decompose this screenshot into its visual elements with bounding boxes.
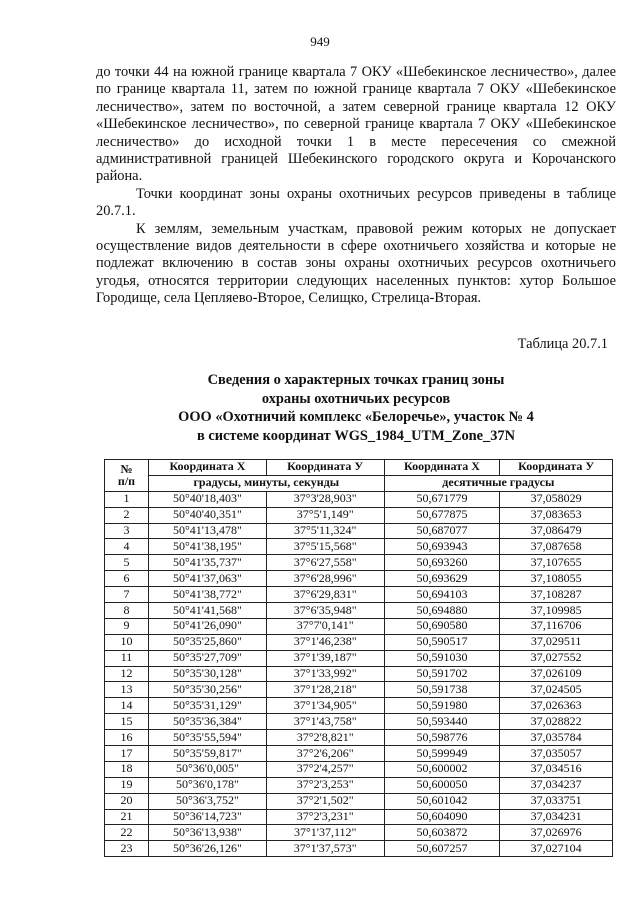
cell-x-dms: 50°36'13,938"	[149, 825, 267, 841]
cell-y-dms: 37°2'4,257"	[266, 761, 384, 777]
cell-x-dms: 50°35'27,709"	[149, 650, 267, 666]
cell-y-dms: 37°2'6,206"	[266, 746, 384, 762]
cell-x-decimal: 50,690580	[384, 618, 500, 634]
cell-y-dms: 37°5'1,149"	[266, 507, 384, 523]
cell-point-number: 1	[105, 491, 149, 507]
cell-point-number: 10	[105, 634, 149, 650]
paragraph-excluded-lands: К землям, земельным участкам, правовой режим которых не допускает осуществление видов деятельности в сфере охотничьего хозяйства и которые не подлежат включению в состав зоны охраны охотничьих ресурсов охотничьего угодья, относятся территории следующих населенных пунктов: хутор Большое Городище, села Цепляево-Второе, Селищко, Стрелица-Вторая.	[96, 220, 616, 307]
table-title-line: в системе координат WGS_1984_UTM_Zone_37N	[196, 427, 516, 444]
cell-y-decimal: 37,087658	[500, 539, 613, 555]
cell-point-number: 4	[105, 539, 149, 555]
cell-x-decimal: 50,693260	[384, 555, 500, 571]
cell-x-decimal: 50,693629	[384, 571, 500, 587]
cell-y-dms: 37°1'37,112"	[266, 825, 384, 841]
table-row	[105, 634, 613, 650]
table-row	[105, 650, 613, 666]
cell-y-decimal: 37,108055	[500, 571, 613, 587]
cell-x-dms: 50°36'0,178"	[149, 777, 267, 793]
cell-x-decimal: 50,590517	[384, 634, 500, 650]
header-y-decimal: Координата У	[500, 460, 613, 476]
cell-y-dms: 37°6'29,831"	[266, 587, 384, 603]
cell-x-dms: 50°35'31,129"	[149, 698, 267, 714]
table-row	[105, 730, 613, 746]
table-row	[105, 491, 613, 507]
table-title	[96, 371, 616, 445]
header-x-dms: Координата X	[149, 460, 267, 476]
cell-x-decimal: 50,677875	[384, 507, 500, 523]
cell-point-number: 6	[105, 571, 149, 587]
header-number	[105, 460, 149, 492]
cell-y-dms: 37°1'37,573"	[266, 841, 384, 857]
cell-x-decimal: 50,591702	[384, 666, 500, 682]
table-row	[105, 793, 613, 809]
table-row	[105, 714, 613, 730]
cell-point-number: 2	[105, 507, 149, 523]
cell-x-decimal: 50,600002	[384, 761, 500, 777]
cell-y-decimal: 37,027552	[500, 650, 613, 666]
cell-x-dms: 50°36'14,723"	[149, 809, 267, 825]
table-row	[105, 841, 613, 857]
cell-y-decimal: 37,107655	[500, 555, 613, 571]
cell-y-dms: 37°7'0,141"	[266, 618, 384, 634]
cell-point-number: 11	[105, 650, 149, 666]
cell-x-dms: 50°36'26,126"	[149, 841, 267, 857]
table-row	[105, 761, 613, 777]
subheader-dms: градусы, минуты, секунды	[149, 475, 385, 491]
cell-x-decimal: 50,593440	[384, 714, 500, 730]
cell-point-number: 16	[105, 730, 149, 746]
paragraph-continuation: до точки 44 на южной границе квартала 7 ОКУ «Шебекинское лесничество», далее по границе квартала 11, затем по южной границе квартала 7 ОКУ «Шебекинское лесничество», затем по восточной, а затем северной границе квартала 12 ОКУ «Шебекинское лесничество», по северной границе квартала 7 ОКУ «Шебекинское лесничество» до исходной точки 1 в месте пересечения со смежной административной границей Шебекинского городского округа и Корочанского района.	[96, 64, 616, 185]
table-title-line: ООО «Охотничий комплекс «Белоречье», участок № 4	[178, 409, 534, 425]
coordinates-table	[104, 459, 613, 857]
table-row	[105, 523, 613, 539]
cell-point-number: 13	[105, 682, 149, 698]
cell-y-dms: 37°6'35,948"	[266, 603, 384, 619]
cell-point-number: 9	[105, 618, 149, 634]
page-number: 949	[310, 34, 330, 49]
cell-y-dms: 37°1'34,905"	[266, 698, 384, 714]
cell-x-dms: 50°35'36,384"	[149, 714, 267, 730]
cell-x-dms: 50°41'41,568"	[149, 603, 267, 619]
table-row	[105, 825, 613, 841]
cell-y-decimal: 37,029511	[500, 634, 613, 650]
cell-y-dms: 37°1'39,187"	[266, 650, 384, 666]
cell-y-decimal: 37,034516	[500, 761, 613, 777]
paragraph-table-reference: Точки координат зоны охраны охотничьих ресурсов приведены в таблице 20.7.1.	[96, 185, 616, 220]
cell-y-dms: 37°2'3,231"	[266, 809, 384, 825]
cell-y-dms: 37°1'46,238"	[266, 634, 384, 650]
cell-y-decimal: 37,083653	[500, 507, 613, 523]
body-text	[96, 64, 616, 308]
cell-point-number: 20	[105, 793, 149, 809]
cell-y-decimal: 37,109985	[500, 603, 613, 619]
cell-y-decimal: 37,027104	[500, 841, 613, 857]
cell-x-dms: 50°40'40,351"	[149, 507, 267, 523]
table-row	[105, 618, 613, 634]
cell-y-decimal: 37,033751	[500, 793, 613, 809]
cell-x-decimal: 50,694880	[384, 603, 500, 619]
cell-point-number: 8	[105, 603, 149, 619]
cell-y-dms: 37°2'8,821"	[266, 730, 384, 746]
cell-x-dms: 50°35'30,128"	[149, 666, 267, 682]
cell-y-decimal: 37,024505	[500, 682, 613, 698]
cell-y-dms: 37°6'28,996"	[266, 571, 384, 587]
subheader-decimal: десятичные градусы	[384, 475, 612, 491]
cell-y-dms: 37°1'28,218"	[266, 682, 384, 698]
cell-x-dms: 50°41'37,063"	[149, 571, 267, 587]
table-title-line: охраны охотничьих ресурсов	[261, 390, 451, 407]
cell-y-decimal: 37,035057	[500, 746, 613, 762]
cell-x-dms: 50°41'35,737"	[149, 555, 267, 571]
cell-point-number: 3	[105, 523, 149, 539]
cell-x-decimal: 50,601042	[384, 793, 500, 809]
cell-x-decimal: 50,603872	[384, 825, 500, 841]
table-row	[105, 698, 613, 714]
cell-point-number: 17	[105, 746, 149, 762]
cell-y-dms: 37°2'1,502"	[266, 793, 384, 809]
cell-x-dms: 50°35'25,860"	[149, 634, 267, 650]
cell-x-decimal: 50,591980	[384, 698, 500, 714]
cell-y-dms: 37°1'43,758"	[266, 714, 384, 730]
cell-x-dms: 50°41'26,090"	[149, 618, 267, 634]
cell-point-number: 21	[105, 809, 149, 825]
header-number-symbol: №	[120, 461, 133, 476]
table-row	[105, 666, 613, 682]
table-title-line: Сведения о характерных точках границ зоны	[207, 372, 505, 388]
cell-x-dms: 50°40'18,403"	[149, 491, 267, 507]
cell-point-number: 23	[105, 841, 149, 857]
cell-x-dms: 50°36'3,752"	[149, 793, 267, 809]
cell-y-dms: 37°2'3,253"	[266, 777, 384, 793]
cell-point-number: 14	[105, 698, 149, 714]
cell-x-decimal: 50,687077	[384, 523, 500, 539]
table-row	[105, 777, 613, 793]
table-label: Таблица 20.7.1	[517, 336, 608, 352]
cell-point-number: 12	[105, 666, 149, 682]
cell-y-dms: 37°5'11,324"	[266, 523, 384, 539]
table-row	[105, 539, 613, 555]
cell-y-dms: 37°6'27,558"	[266, 555, 384, 571]
cell-y-dms: 37°3'28,903"	[266, 491, 384, 507]
cell-y-decimal: 37,086479	[500, 523, 613, 539]
cell-x-dms: 50°36'0,005"	[149, 761, 267, 777]
table-row	[105, 746, 613, 762]
cell-y-dms: 37°1'33,992"	[266, 666, 384, 682]
cell-x-decimal: 50,694103	[384, 587, 500, 603]
header-x-decimal: Координата X	[384, 460, 500, 476]
cell-x-dms: 50°41'38,195"	[149, 539, 267, 555]
table-subheader-row	[105, 475, 613, 491]
table-row	[105, 507, 613, 523]
cell-y-decimal: 37,026363	[500, 698, 613, 714]
cell-y-decimal: 37,058029	[500, 491, 613, 507]
cell-point-number: 19	[105, 777, 149, 793]
table-body	[105, 491, 613, 856]
cell-x-decimal: 50,591030	[384, 650, 500, 666]
table-row	[105, 571, 613, 587]
cell-y-decimal: 37,034231	[500, 809, 613, 825]
table-row	[105, 682, 613, 698]
cell-point-number: 22	[105, 825, 149, 841]
cell-x-decimal: 50,693943	[384, 539, 500, 555]
table-row	[105, 603, 613, 619]
cell-y-decimal: 37,034237	[500, 777, 613, 793]
cell-y-dms: 37°5'15,568"	[266, 539, 384, 555]
cell-point-number: 5	[105, 555, 149, 571]
table-header-row	[105, 460, 613, 476]
cell-y-decimal: 37,026109	[500, 666, 613, 682]
cell-x-dms: 50°41'38,772"	[149, 587, 267, 603]
cell-x-dms: 50°35'30,256"	[149, 682, 267, 698]
cell-y-decimal: 37,035784	[500, 730, 613, 746]
cell-x-dms: 50°41'13,478"	[149, 523, 267, 539]
cell-x-decimal: 50,591738	[384, 682, 500, 698]
cell-x-decimal: 50,599949	[384, 746, 500, 762]
cell-point-number: 15	[105, 714, 149, 730]
table-row	[105, 555, 613, 571]
cell-y-decimal: 37,026976	[500, 825, 613, 841]
cell-point-number: 7	[105, 587, 149, 603]
header-y-dms: Координата У	[266, 460, 384, 476]
cell-x-dms: 50°35'55,594"	[149, 730, 267, 746]
cell-x-decimal: 50,598776	[384, 730, 500, 746]
cell-x-decimal: 50,607257	[384, 841, 500, 857]
cell-y-decimal: 37,116706	[500, 618, 613, 634]
cell-x-decimal: 50,604090	[384, 809, 500, 825]
cell-y-decimal: 37,108287	[500, 587, 613, 603]
cell-x-decimal: 50,671779	[384, 491, 500, 507]
cell-x-decimal: 50,600050	[384, 777, 500, 793]
table-row	[105, 587, 613, 603]
cell-x-dms: 50°35'59,817"	[149, 746, 267, 762]
cell-point-number: 18	[105, 761, 149, 777]
table-row	[105, 809, 613, 825]
cell-y-decimal: 37,028822	[500, 714, 613, 730]
header-number-abbr: п/п	[117, 474, 136, 489]
